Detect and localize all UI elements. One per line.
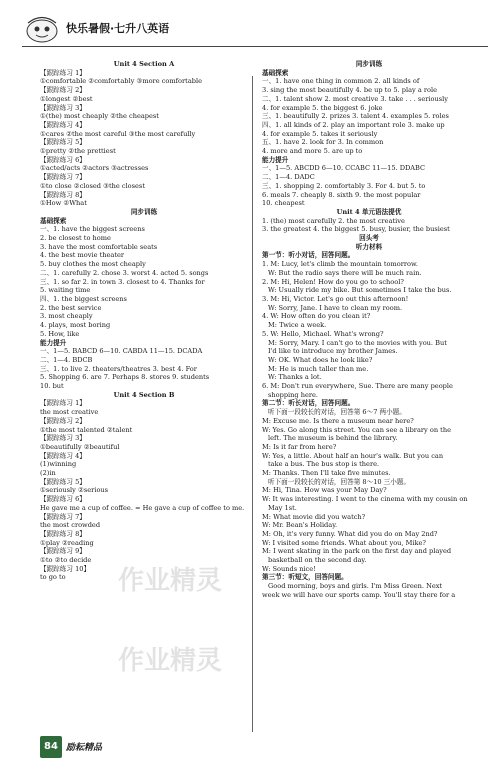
answer-line: 【跟踪练习 4】 [40,451,86,460]
answer-line: 【跟踪练习 8】 [40,529,86,538]
answer-line: 5. W: Hello, Michael. What's wrong? [262,329,384,338]
answer-line: 【跟踪练习 2】 [40,86,86,95]
answer-line: 【跟踪练习 6】 [40,495,86,504]
answer-line: 3. sing the most beautifully 4. be up to 5. play a role [262,86,437,95]
column-divider [252,76,253,732]
subsection-heading: 基础探索 [40,216,67,225]
answer-line: 一、1. have the biggest screens [40,225,145,234]
subsection-heading: 能力提升 [262,155,289,164]
answer-line: 4. for example 5. the biggest 6. joke [262,103,383,112]
left-column [40,60,248,582]
answer-line: 一、1—5. ABCDD 6—10. CCABC 11—15. DDABC [262,164,426,173]
answer-line: W: Yes, a little. About half an hour's walk. But you can [262,451,444,460]
answer-line: 4. for example 5. takes it seriously [262,129,378,138]
answer-line: ①to close ②closed ③the closest [40,181,145,190]
page-number: 84 [40,736,62,758]
answer-line: May 1st. [268,503,297,512]
answer-line: I'd like to introduce my brother James. [268,347,398,356]
answer-line: ①longest ②best [40,94,93,103]
answer-line: ①seriously ②serious [40,486,109,495]
answer-line: He gave me a cup of coffee. = He gave a cup of coffee to me. [40,503,245,512]
answer-line: M: Hi, Tina. How was your May Day? [262,486,387,495]
answer-line: basketball on the second day. [268,556,367,565]
answer-line: (1)winning [40,460,77,469]
answer-line: M: Is it far from here? [262,442,337,451]
series-name: 励耘精品 [66,743,103,753]
answer-line: 四、1. all kinds of 2. play an important role 3. make up [262,120,445,129]
answer-line: 一、1—5. BABCD 6—10. CABDA 11—15. DCADA [40,347,203,356]
answer-line: 一、1. have one thing in common 2. all kinds of [262,77,420,86]
answer-line: M: Oh, it's very funny. What did you do on May 2nd? [262,529,438,538]
answer-line: 5. Shopping 6. are 7. Perhaps 8. stores 9. students [40,373,210,382]
answer-line: M: Twice a week. [268,321,327,330]
answer-line: 5. buy clothes the most cheaply [40,260,146,269]
answer-line: M: I went skating in the park on the first day and played [262,547,452,556]
header-divider [22,46,488,47]
answer-line: 【跟踪练习 7】 [40,512,86,521]
answer-line: shopping here. [268,390,319,399]
answer-line: 【跟踪练习 1】 [40,68,86,77]
answer-line: 【跟踪练习 5】 [40,477,86,486]
answer-line: 【跟踪练习 9】 [40,547,86,556]
answer-line: 二、1. carefully 2. chose 3. worst 4. acted 5. songs [40,268,209,277]
answer-line: 2. the best service [40,303,102,312]
answer-line: 【跟踪练习 8】 [40,190,86,199]
answer-line: 3. the greatest 4. the biggest 5. busy, busier, the busiest [262,225,450,234]
answer-line: W: Sorry, Jane. I have to clean my room. [268,303,403,312]
section-heading: 听力材料 [355,242,383,251]
answer-line: Good morning, boys and girls. I'm Miss Green. Next [268,582,443,591]
answer-line: W: Thanks a lot. [268,373,322,382]
answer-line: 【跟踪练习 3】 [40,103,86,112]
answer-line: ①cares ②the most careful ③the most carefully [40,129,196,138]
answer-line: ①How ②What [40,199,87,208]
subsection-heading: 第二节：听长对话，回答问题。 [262,399,355,408]
right-column [262,60,476,600]
answer-line: 3. most cheaply [40,312,93,321]
answer-line: 三、1. to live 2. theaters/theatres 3. best 4. For [40,364,197,373]
answer-line: 【跟踪练习 6】 [40,155,86,164]
answer-line: (2)in [40,469,56,478]
answer-line: 听下面一段较长的对话，回答第 8～10 三小题。 [268,477,411,486]
answer-line: W: I visited some friends. What about you, Mike? [262,538,426,547]
answer-line: 4. the best movie theater [40,251,125,260]
subsection-heading: 能力提升 [40,338,67,347]
answer-line: take a bus. The bus stop is there. [268,460,380,469]
answer-line: ①beautifully ②beautiful [40,442,120,451]
answer-line: W: OK. What does he look like? [268,355,373,364]
answer-line: W: Usually ride my bike. But sometimes I take the bus. [268,286,452,295]
answer-line: M: What movie did you watch? [262,512,366,521]
answer-line: to go to [40,573,66,582]
answer-line: 10. but [40,382,64,391]
answer-line: W: Mr. Bean's Holiday. [262,521,338,530]
answer-line: W: It was interesting. I went to the cinema with my cousin on [262,495,468,504]
answer-line: 二、1—4. BDCB [40,355,93,364]
answer-line: 【跟踪练习 3】 [40,434,86,443]
answer-line: 4. plays, most boring [40,321,111,330]
answer-line: 【跟踪练习 7】 [40,173,86,182]
answer-line: ①the most talented ②talent [40,425,133,434]
watermark: 作业精灵 [118,646,223,676]
answer-line: 【跟踪练习 5】 [40,138,86,147]
answer-line: 5. How, like [40,329,80,338]
page-header [22,14,492,46]
answer-line: M: Thanks. Then I'll take five minutes. [262,469,391,478]
answer-line: W: Sounds nice! [262,564,316,573]
answer-line: week we will have our sports camp. You'll stay there for a [262,590,456,599]
subsection-heading: 第三节：听短文，回答问题。 [262,573,348,582]
answer-line: left. The museum is behind the library. [268,434,398,443]
subsection-heading: 第一节：听小对话，回答问题。 [262,251,355,260]
answer-line: 10. cheapest [262,199,305,208]
answer-line: 听下面一段较长的对话，回答第 6～7 两小题。 [268,408,406,417]
answer-line: 4. W: How often do you clean it? [262,312,371,321]
page-footer [40,736,160,760]
section-heading: Unit 4 Section A [113,60,175,68]
answer-line: the most crowded [40,521,101,530]
cartoon-logo-icon [22,14,62,44]
answer-line: 3. have the most comfortable seats [40,242,158,251]
answer-line: 三、1. beautifully 2. prizes 3. talent 4. examples 5. roles [262,112,449,121]
answer-line: 三、1. shopping 2. comfortably 3. For 4. but 5. to [262,181,426,190]
answer-line: ①to ②to decide [40,556,92,565]
answer-line: 4. more and more 5. are up to [262,147,363,156]
answer-line: 【跟踪练习 10】 [40,564,91,573]
answer-line: 三、1. so far 2. in town 3. closest to 4. Thanks for [40,277,205,286]
section-heading: Unit 4 单元语法提优 [336,207,402,216]
answer-line: M: Sorry, Mary. I can't go to the movies with you. But [268,338,447,347]
answer-line: 2. M: Hi, Helen! How do you go to school? [262,277,404,286]
answer-line: 6. M: Don't run everywhere, Sue. There are many people [262,382,453,391]
answer-line: M: He is much taller than me. [268,364,369,373]
section-heading: 同步训练 [130,207,158,216]
answer-line: 3. M: Hi, Victor. Let's go out this afternoon! [262,294,409,303]
section-heading: 同步训练 [355,60,383,68]
subsection-heading: 基础探索 [262,68,289,77]
answer-line: ①(the) most cheaply ②the cheapest [40,112,159,121]
watermark: 作业精灵 [118,566,223,596]
answer-line: W: Yes. Go along this street. You can see a library on the [262,425,451,434]
answer-line: ①pretty ②the prettiest [40,147,116,156]
answer-line: 五、1. have 2. look for 3. In common [262,138,384,147]
answer-line: 四、1. the biggest screens [40,294,127,303]
answer-line: the most creative [40,408,99,417]
answer-line: 【跟踪练习 1】 [40,399,86,408]
answer-line: 【跟踪练习 4】 [40,120,86,129]
section-heading: 回头考 [359,234,379,243]
answer-line: 二、1. talent show 2. most creative 3. take . . . seriously [262,94,448,103]
answer-line: M: Excuse me. Is there a museum near here? [262,416,414,425]
section-heading: Unit 4 Section B [113,390,175,399]
header-title: 快乐暑假·七升八英语 [66,22,170,35]
answer-line: 2. be closest to home [40,234,111,243]
answer-line: 二、1—4. DADC [262,173,315,182]
answer-line: ①play ②reading [40,538,94,547]
answer-line: 1. (the) most carefully 2. the most creative [262,216,405,225]
answer-line: 1. M: Lucy, let's climb the mountain tomorrow. [262,260,418,269]
answer-line: 6. meals 7. cheaply 8. sixth 9. the most popular [262,190,421,199]
answer-line: ①comfortable ②comfortably ③more comfortable [40,77,202,86]
answer-line: 【跟踪练习 2】 [40,416,86,425]
answer-line: 5. waiting time [40,286,91,295]
answer-line: ①acted/acts ②actors ③actresses [40,164,149,173]
answer-line: W: But the radio says there will be much rain. [268,268,422,277]
